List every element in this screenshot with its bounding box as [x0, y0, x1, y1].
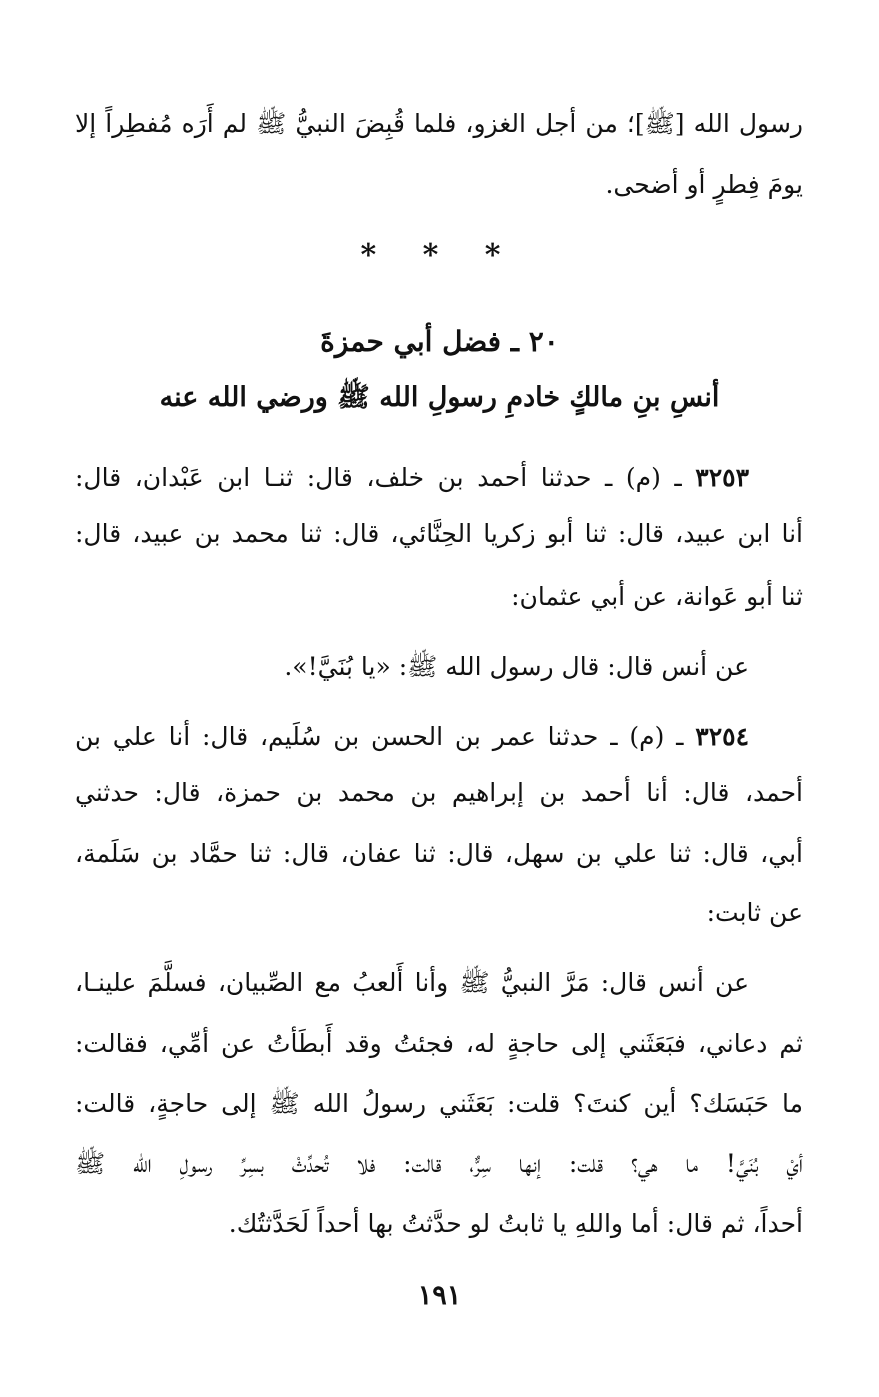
body-line: يومَ فِطرٍ أو أضحى.	[605, 170, 803, 199]
section-title: ٢٠ ـ فضل أبي حمزةَ	[320, 325, 559, 358]
hadith-text-line: أحداً، ثم قال: أما واللهِ يا ثابتُ لو حدَّثتُ بها أحداً لَحَدَّثتُك.	[228, 1209, 803, 1238]
hadith-chain-text: ـ (م) ـ حدثنا أحمد بن خلف، قال: ثنـا ابن عَبْدان، قال:	[75, 463, 696, 492]
body-line: رسول الله [ﷺ]؛ من أجل الغزو، فلما قُبِضَ النبيُّ ﷺ لم أَرَه مُفطِراً إلا	[75, 109, 803, 138]
section-separator: * * *	[360, 238, 519, 273]
hadith-text-line: عن أنس قال: مَرَّ النبيُّ ﷺ وأنا أَلعبُ مع الصِّبيان، فسلَّمَ علينـا،	[75, 968, 749, 997]
hadith-chain-line: أبي، قال: ثنا علي بن سهل، قال: ثنا عفان، قال: ثنا حمَّاد بن سَلَمة،	[75, 839, 803, 868]
hadith-chain-line: عن ثابت:	[706, 898, 803, 927]
section-subtitle: أنسِ بنِ مالكٍ خادمِ رسولِ الله ﷺ ورضي الله عنه	[159, 382, 720, 413]
page-number: ١٩١	[417, 1280, 462, 1311]
hadith-text: عن أنس قال: قال رسول الله ﷺ: «يا بُنَيَّ!».	[284, 652, 749, 681]
hadith-chain-line: ثنا أبو عَوانة، عن أبي عثمان:	[511, 582, 803, 611]
hadith-chain-line: أنا ابن عبيد، قال: ثنا أبو زكريا الحِنَّائي، قال: ثنا محمد بن عبيد، قال:	[75, 519, 803, 548]
hadith-number: ٣٢٥٣	[695, 463, 749, 492]
hadith-number: ٣٢٥٤	[695, 722, 749, 751]
hadith-text-line: أيْ بُنَيَّ! ما هي؟ قلت: إنها سِرٌّ، قالت: فلا تُحدِّثْ بسِرِّ رسولِ الله ﷺ	[75, 1149, 803, 1178]
hadith-chain-line: أحمد، قال: أنا أحمد بن إبراهيم بن محمد بن حمزة، قال: حدثني	[75, 778, 803, 807]
hadith-text-line: ما حَبَسَك؟ أين كنتَ؟ قلت: بَعَثَني رسولُ الله ﷺ إلى حاجةٍ، قالت:	[75, 1089, 803, 1118]
hadith-text-line: ثم دعاني، فبَعَثَني إلى حاجةٍ له، فجئتُ وقد أَبطَأتُ عن أمِّي، فقالت:	[75, 1029, 803, 1058]
hadith-chain-line	[75, 458, 749, 498]
hadith-chain-text: ـ (م) ـ حدثنا عمر بن الحسن بن سُلَيم، قال: أنا علي بن	[75, 722, 696, 751]
hadith-chain-line	[75, 717, 749, 757]
